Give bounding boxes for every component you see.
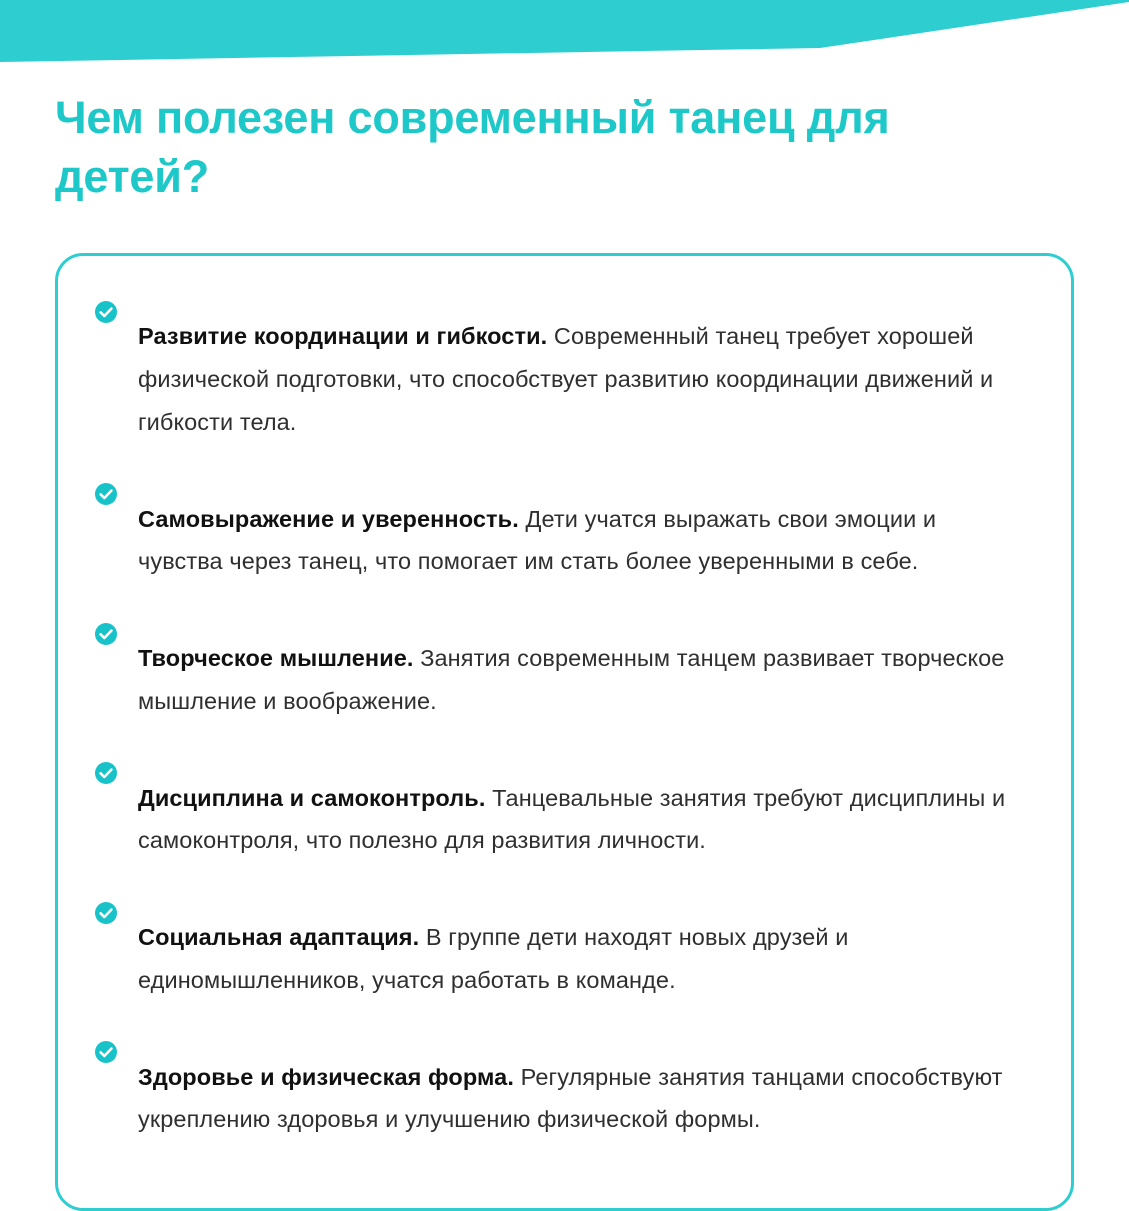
- check-circle-icon: [94, 761, 118, 785]
- list-item-body: Дети учатся выражать свои эмоции и чувства через танец, что помогает им стать более уверенными в себе.: [138, 505, 937, 575]
- list-item: [94, 474, 1027, 607]
- check-circle-icon: [94, 300, 118, 324]
- list-item: [94, 893, 1027, 1026]
- list-item-text: [138, 916, 1027, 1002]
- list-item: [94, 1032, 1027, 1165]
- list-item-text: [138, 315, 1027, 443]
- benefits-list: [94, 292, 1027, 1165]
- check-circle-icon: [94, 482, 118, 506]
- list-item-text: [138, 777, 1027, 863]
- list-item: [94, 753, 1027, 886]
- list-item-body: Современный танец требует хорошей физической подготовки, что способствует развитию координации движений и гибкости тела.: [138, 323, 994, 435]
- check-circle-icon: [94, 622, 118, 646]
- list-item-lead: Дисциплина и самоконтроль.: [138, 784, 486, 811]
- list-item: [94, 614, 1027, 747]
- check-circle-icon: [94, 1040, 118, 1064]
- list-item-lead: Самовыражение и уверенность.: [138, 505, 519, 532]
- list-item-lead: Творческое мышление.: [138, 645, 414, 672]
- list-item-body: Танцевальные занятия требуют дисциплины и самоконтроля, что полезно для развития личности.: [138, 784, 1006, 854]
- list-item-text: [138, 637, 1027, 723]
- list-item-lead: Развитие координации и гибкости.: [138, 323, 548, 350]
- list-item-lead: Социальная адаптация.: [138, 924, 420, 951]
- list-item-body: Регулярные занятия танцами способствуют укреплению здоровья и улучшению физической формы.: [138, 1063, 1003, 1133]
- list-item-text: [138, 1056, 1027, 1142]
- list-item-body: Занятия современным танцем развивает творческое мышление и воображение.: [138, 645, 1005, 714]
- benefits-card: [55, 253, 1074, 1211]
- list-item-body: В группе дети находят новых друзей и единомышленников, учатся работать в команде.: [138, 924, 849, 993]
- list-item-text: [138, 498, 1027, 584]
- list-item: [94, 292, 1027, 467]
- page-title: Чем полезен современный танец для детей?: [55, 92, 890, 203]
- list-item-lead: Здоровье и физическая форма.: [138, 1063, 514, 1090]
- check-circle-icon: [94, 901, 118, 925]
